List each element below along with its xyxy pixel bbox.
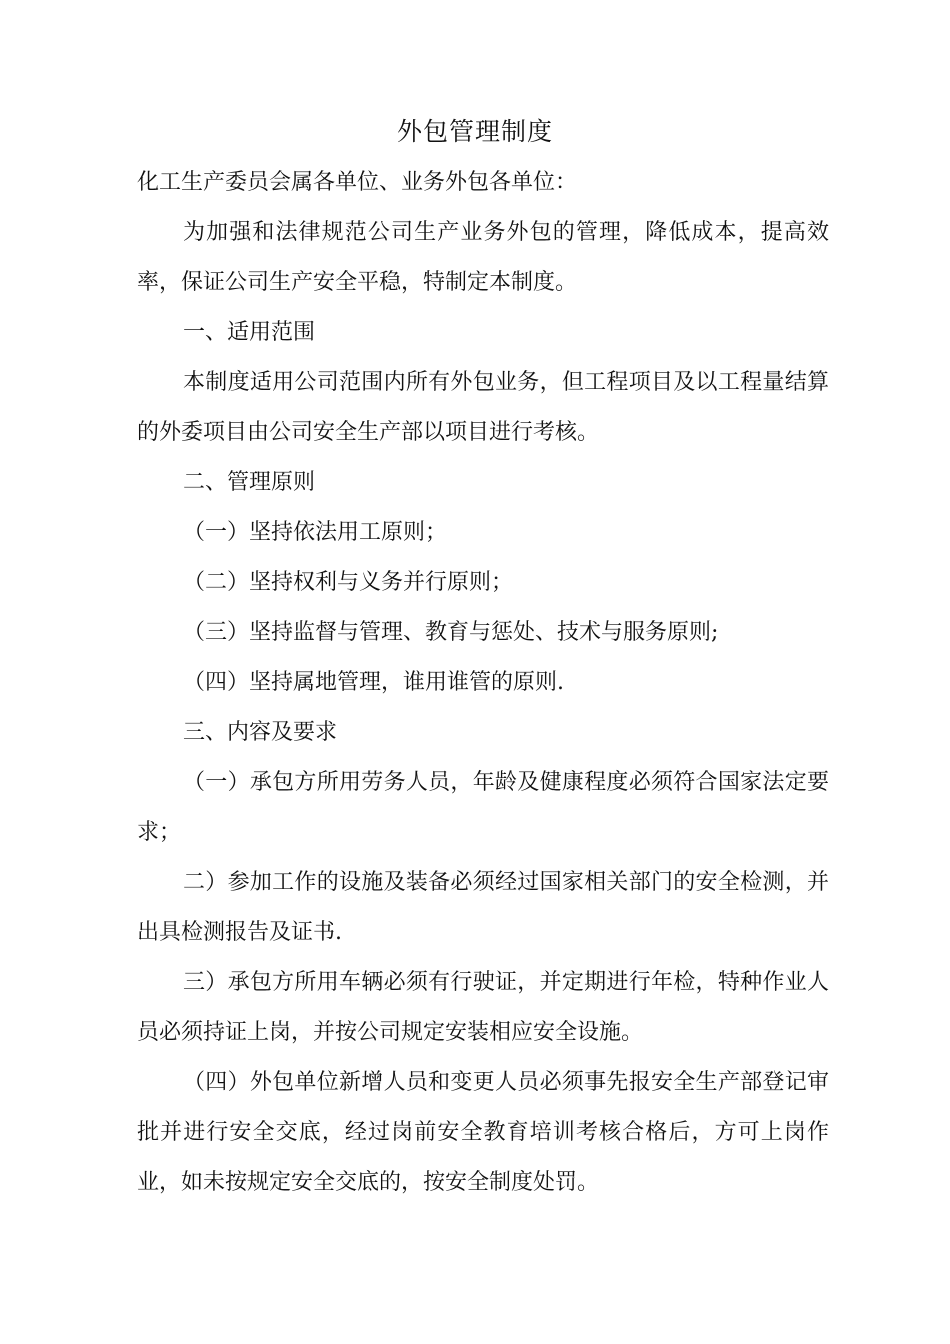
principle-item-3: （三）坚持监督与管理、教育与惩处、技术与服务原则;: [183, 620, 719, 645]
principle-item-4: （四）坚持属地管理，谁用谁管的原则.: [183, 670, 564, 695]
section-heading-requirements: 三、内容及要求: [183, 720, 338, 745]
paragraph-scope: 本制度适用公司范围内所有外包业务，但工程项目及以工程量结算的外委项目由公司安全生产部以项目进行考核。: [137, 370, 829, 445]
requirement-item-4: （四）外包单位新增人员和变更人员必须事先报安全生产部登记审批并进行安全交底，经过岗前安全教育培训考核合格后，方可上岗作业，如未按规定安全交底的，按安全制度处罚。: [137, 1070, 829, 1195]
section-heading-scope: 一、适用范围: [183, 320, 316, 345]
principle-item-1: （一）坚持依法用工原则；: [183, 520, 448, 545]
document-title: 外包管理制度: [396, 117, 553, 146]
requirement-item-2: 二）参加工作的设施及装备必须经过国家相关部门的安全检测，并出具检测报告及证书.: [137, 870, 829, 945]
paragraph-purpose: 为加强和法律规范公司生产业务外包的管理，降低成本，提高效率，保证公司生产安全平稳，特制定本制度。: [137, 220, 829, 295]
section-heading-principles: 二、管理原则: [183, 470, 316, 495]
requirement-item-1: （一）承包方所用劳务人员，年龄及健康程度必须符合国家法定要求；: [137, 770, 829, 845]
requirement-item-3: 三）承包方所用车辆必须有行驶证，并定期进行年检，特种作业人员必须持证上岗，并按公司规定安装相应安全设施。: [137, 970, 829, 1045]
principle-item-2: （二）坚持权利与义务并行原则；: [183, 570, 514, 595]
salutation: 化工生产委员会属各单位、业务外包各单位：: [137, 170, 578, 195]
document-body: [137, 158, 829, 1208]
